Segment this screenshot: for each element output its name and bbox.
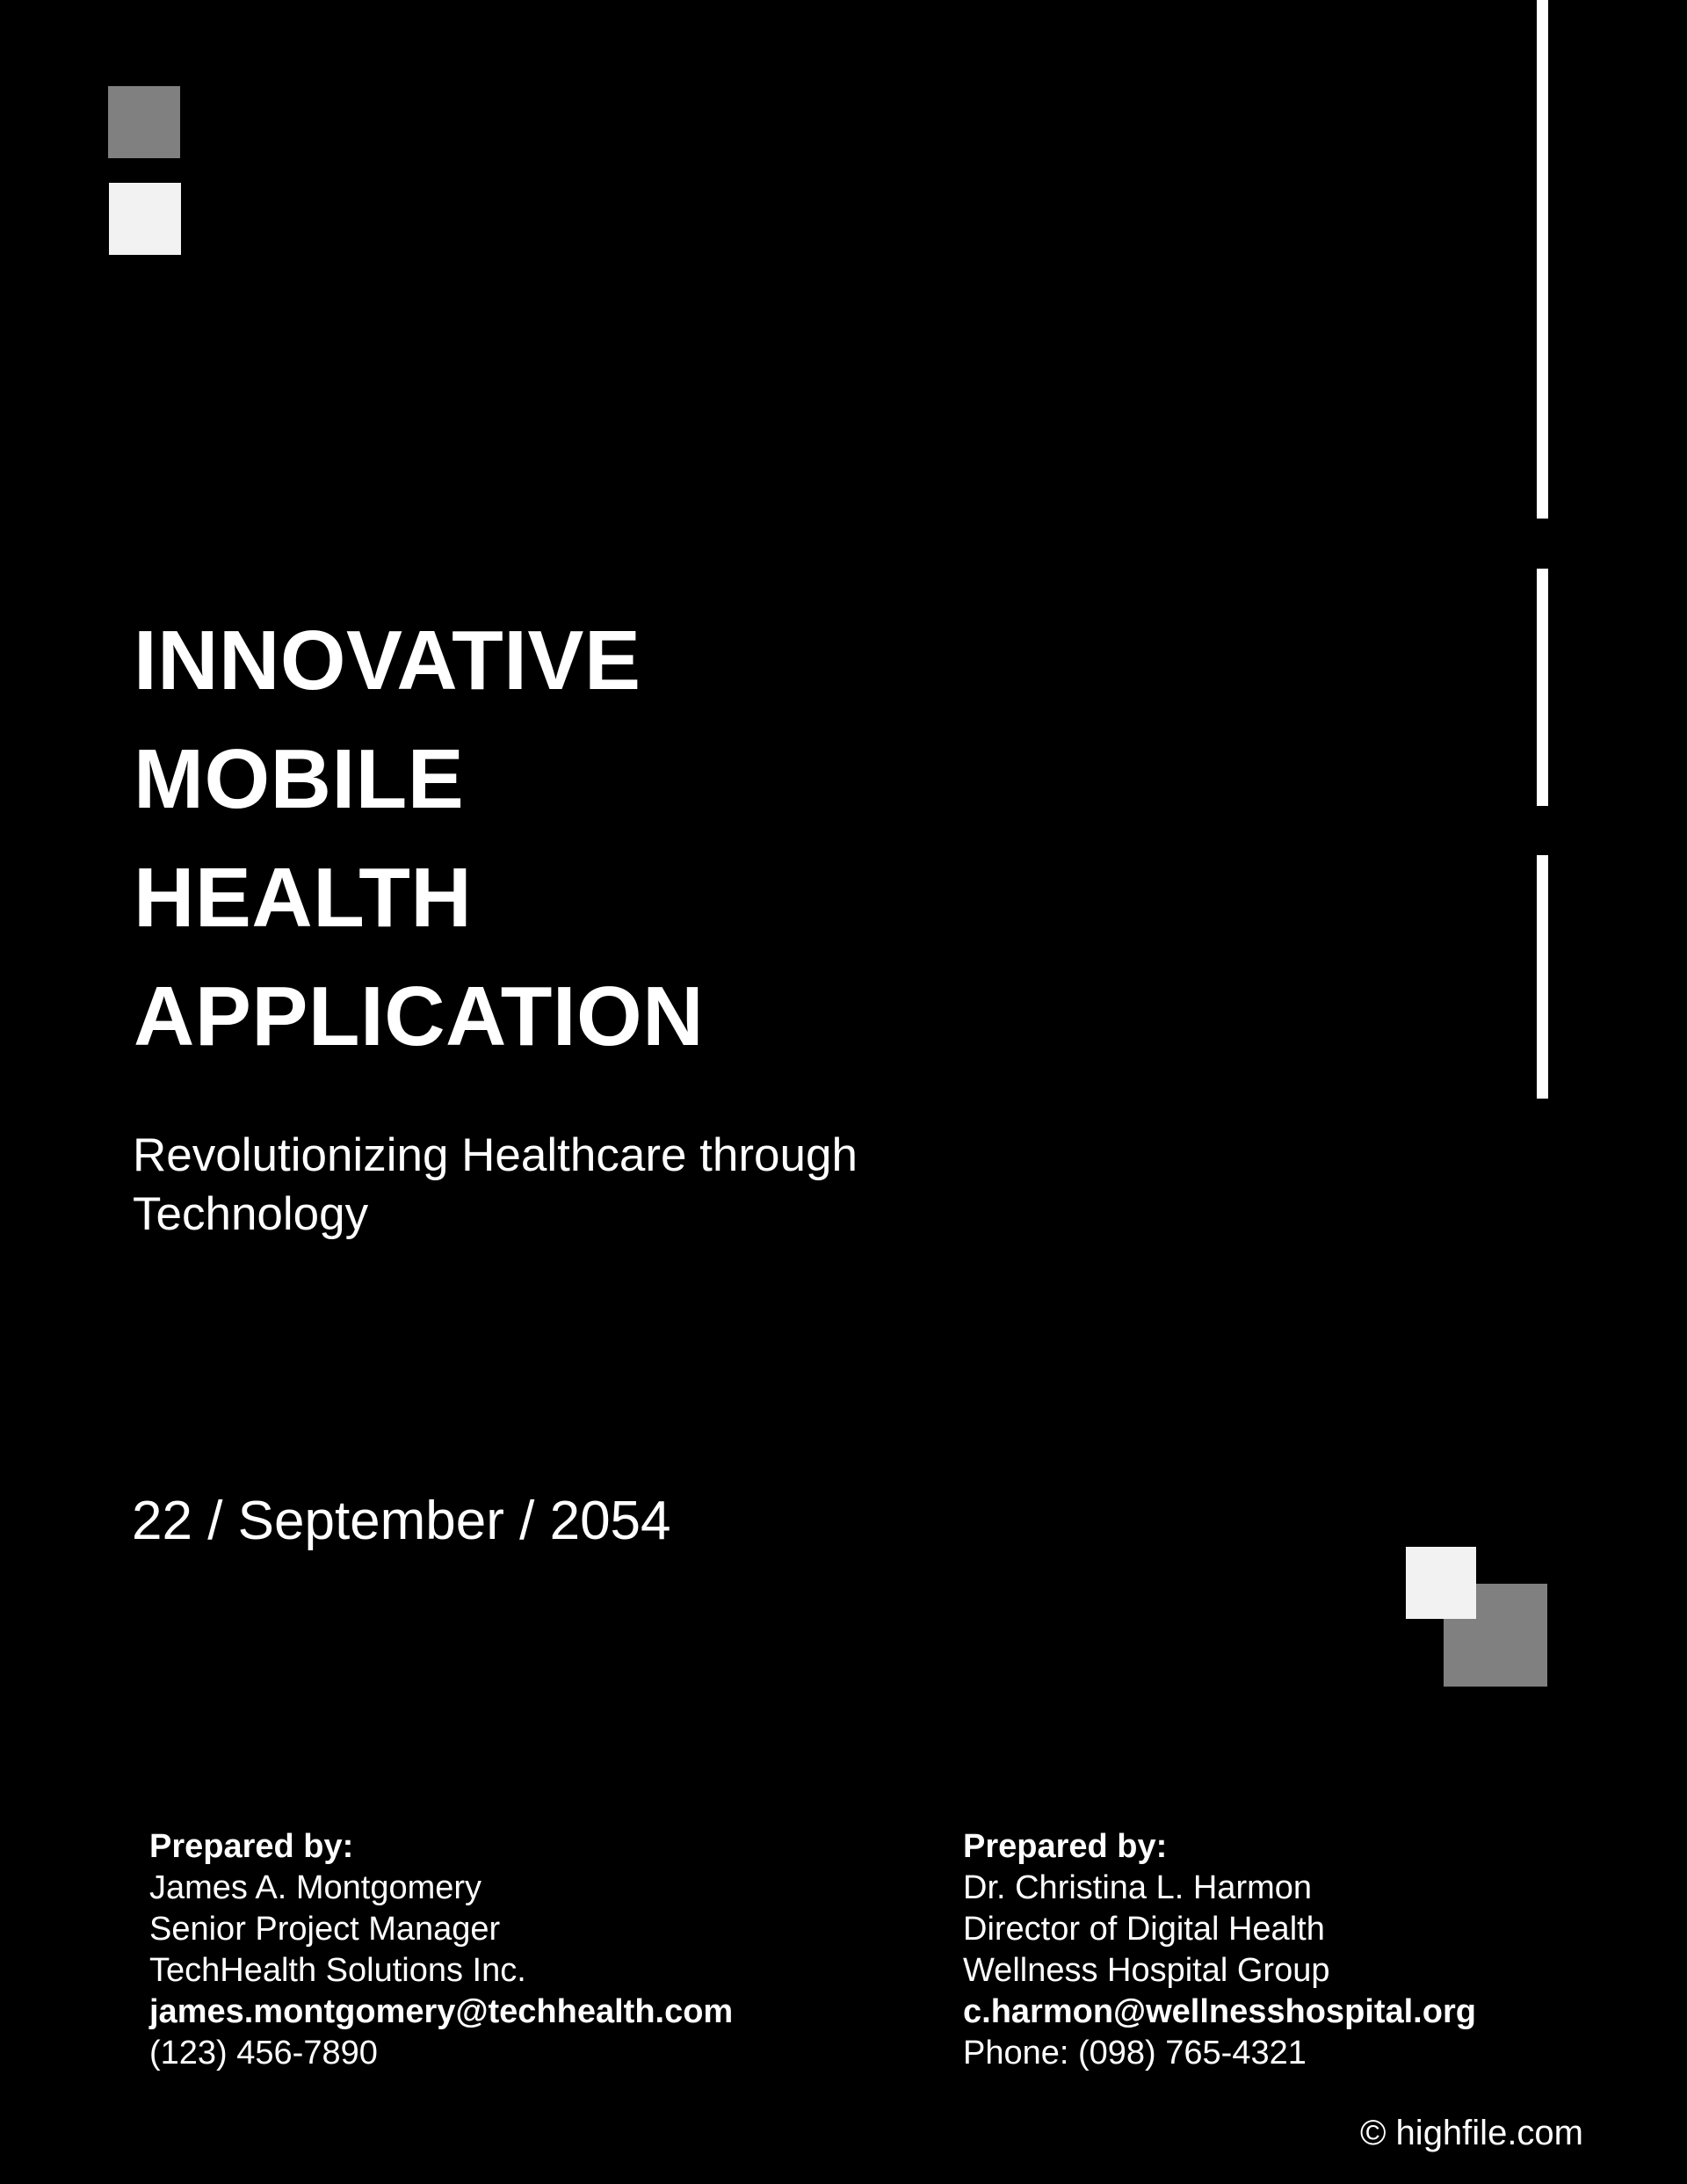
- title-line-1: INNOVATIVE: [134, 613, 641, 707]
- preparer-org: Wellness Hospital Group: [963, 1952, 1330, 1989]
- decor-square-gray-top-left: [108, 86, 180, 158]
- title-line-4: APPLICATION: [134, 969, 705, 1063]
- prepared-by-block-right: [963, 1826, 1476, 2074]
- prepared-by-heading: Prepared by:: [149, 1828, 354, 1865]
- title-line-3: HEALTH: [134, 851, 473, 945]
- preparer-role: Director of Digital Health: [963, 1911, 1325, 1948]
- copyright-text: © highfile.com: [1359, 2114, 1583, 2152]
- prepared-by-heading: Prepared by:: [963, 1828, 1168, 1865]
- right-border-line-segment-1: [1537, 0, 1548, 519]
- preparer-name: Dr. Christina L. Harmon: [963, 1869, 1313, 1906]
- preparer-email: c.harmon@wellnesshospital.org: [963, 1993, 1476, 2030]
- preparer-name: James A. Montgomery: [149, 1869, 482, 1906]
- preparer-phone: Phone: (098) 765-4321: [963, 2035, 1307, 2072]
- prepared-by-block-left: [149, 1826, 733, 2074]
- preparer-role: Senior Project Manager: [149, 1911, 501, 1948]
- right-border-line-segment-2: [1537, 569, 1548, 806]
- right-border-line-segment-3: [1537, 855, 1548, 1099]
- title-line-2: MOBILE: [134, 732, 465, 826]
- decor-square-light-top-left: [109, 183, 181, 255]
- preparer-phone: (123) 456-7890: [149, 2035, 378, 2072]
- document-title: [134, 601, 704, 1076]
- decor-square-light-middle-right: [1406, 1547, 1476, 1619]
- preparer-email: james.montgomery@techhealth.com: [149, 1993, 734, 2030]
- document-subtitle: Revolutionizing Healthcare through Technology: [133, 1129, 858, 1240]
- document-date: 22 / September / 2054: [132, 1491, 671, 1551]
- preparer-org: TechHealth Solutions Inc.: [149, 1952, 526, 1989]
